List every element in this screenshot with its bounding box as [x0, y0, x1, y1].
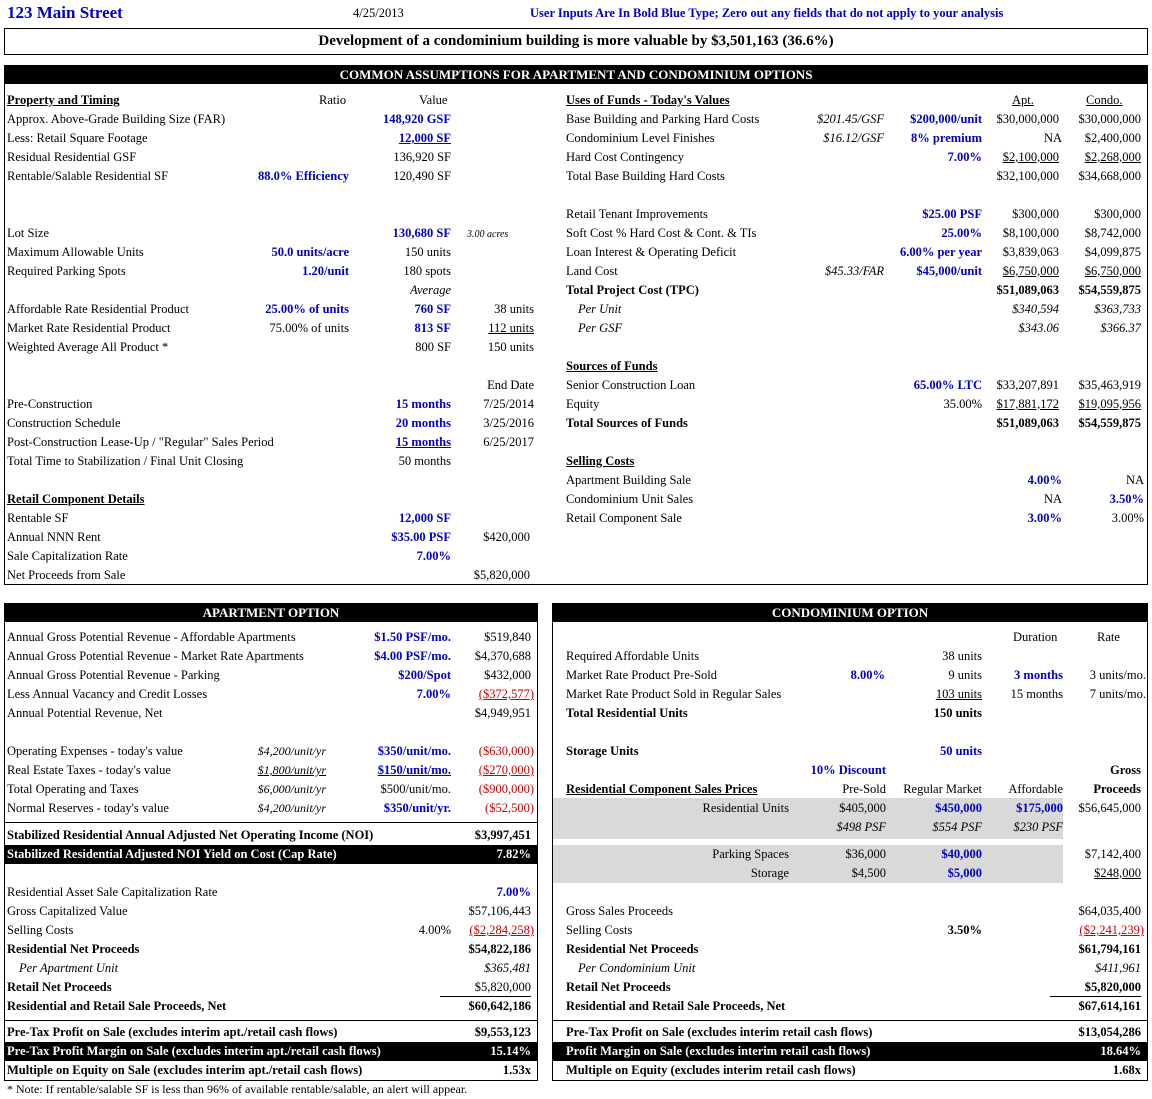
total-hard-cost-apt: $32,100,000: [996, 169, 1059, 183]
residential-presold-price: $405,000: [839, 801, 886, 815]
base-hard-cost-label: Base Building and Parking Hard Costs: [566, 112, 760, 126]
max-units-value: 150 units: [404, 245, 451, 259]
retail-cap-input[interactable]: 7.00%: [416, 549, 451, 563]
reserves-label: Normal Reserves - today's value: [7, 801, 169, 815]
senior-loan-label: Senior Construction Loan: [566, 378, 696, 392]
retail-ti-apt: $300,000: [1012, 207, 1059, 221]
per-apartment-unit-value: $365,481: [484, 961, 531, 975]
building-size-label: Approx. Above-Grade Building Size (FAR): [7, 112, 226, 126]
req-affordable-units: 38 units: [942, 649, 982, 663]
opex-label: Operating Expenses - today's value: [7, 744, 183, 758]
apt-profit-margin-value: 15.14%: [490, 1044, 531, 1058]
land-cost-far: $45.33/FAR: [824, 264, 884, 278]
weighted-avg-units: 150 units: [487, 340, 534, 354]
condo-pretax-profit-label: Pre-Tax Profit on Sale (excludes interim retail cash flows): [566, 1025, 873, 1039]
tpc-apt: $51,089,063: [996, 283, 1059, 297]
senior-loan-apt: $33,207,891: [996, 378, 1059, 392]
retail-net-label: Net Proceeds from Sale: [7, 568, 126, 582]
noi-label: Stabilized Residential Annual Adjusted Net Operating Income (NOI): [7, 828, 374, 842]
parking-regular-price-input[interactable]: $40,000: [941, 847, 982, 861]
gpr-affordable-value: $519,840: [484, 630, 531, 644]
market-product-label: Market Rate Residential Product: [7, 321, 171, 335]
total-opex-value: ($900,000): [478, 782, 534, 796]
condo-residential-net-value: $61,794,161: [1078, 942, 1141, 956]
contingency-input[interactable]: 7.00%: [947, 150, 982, 164]
apt-residential-net-label: Residential Net Proceeds: [7, 942, 140, 956]
retail-rent-label: Annual NNN Rent: [7, 530, 101, 544]
condo-total-proceeds-value: $67,614,161: [1078, 999, 1141, 1013]
gpr-parking-input[interactable]: $200/Spot: [398, 668, 451, 682]
apt-selling-value: ($2,284,258): [469, 923, 534, 937]
lease-up-label: Post-Construction Lease-Up / "Regular" Sales Period: [7, 435, 274, 449]
affordable-column-header: Affordable: [1008, 782, 1063, 796]
summary-banner-text: Development of a condominium building is more valuable by $3,501,163 (36.6%): [318, 33, 834, 49]
residential-affordable-price-input[interactable]: $175,000: [1016, 801, 1063, 815]
condo-column-header: Condo.: [1086, 93, 1123, 107]
residual-gsf-value: 136,920 SF: [393, 150, 451, 164]
property-timing-heading: Property and Timing: [7, 93, 120, 107]
presold-rate: 3 units/mo.: [1089, 668, 1146, 682]
vacancy-input[interactable]: 7.00%: [416, 687, 451, 701]
regular-sales-rate: 7 units/mo.: [1089, 687, 1146, 701]
lot-acres: 3.00 acres: [467, 229, 509, 240]
contingency-label: Hard Cost Contingency: [566, 150, 685, 164]
vacancy-label: Less Annual Vacancy and Credit Losses: [7, 687, 208, 701]
rate-column-header: Rate: [1097, 630, 1120, 644]
residual-gsf-label: Residual Residential GSF: [7, 150, 137, 164]
common-assumptions-title: COMMON ASSUMPTIONS FOR APARTMENT AND CONDOMINIUM OPTIONS: [4, 65, 1148, 84]
net-revenue-label: Annual Potential Revenue, Net: [7, 706, 163, 720]
uses-of-funds-heading: Uses of Funds - Today's Values: [566, 93, 730, 107]
pre-construction-label: Pre-Construction: [7, 397, 93, 411]
condo-finishes-condo: $2,400,000: [1084, 131, 1141, 145]
condo-sale-apt: NA: [1043, 492, 1062, 506]
gpr-parking-value: $432,000: [484, 668, 531, 682]
apt-profit-margin-label: Pre-Tax Profit Margin on Sale (excludes interim apt./retail cash flows): [7, 1044, 381, 1058]
loan-interest-input[interactable]: 6.00% per year: [899, 245, 982, 259]
contingency-apt: $2,100,000: [1002, 150, 1059, 164]
land-cost-condo: $6,750,000: [1084, 264, 1141, 278]
regular-column-header: Regular Market: [903, 782, 982, 796]
land-cost-label: Land Cost: [566, 264, 618, 278]
duration-column-header: Duration: [1013, 630, 1058, 644]
per-gsf-condo: $366.37: [1100, 321, 1141, 335]
taxes-input[interactable]: $150/unit/mo.: [377, 763, 451, 777]
loan-interest-condo: $4,099,875: [1084, 245, 1141, 259]
parking-spots-label: Required Parking Spots: [7, 264, 126, 278]
total-hard-cost-condo: $34,668,000: [1078, 169, 1141, 183]
soft-cost-input[interactable]: 25.00%: [941, 226, 982, 240]
condo-residential-net-label: Residential Net Proceeds: [566, 942, 699, 956]
apt-residential-net-value: $54,822,186: [468, 942, 531, 956]
retail-ti-label: Retail Tenant Improvements: [566, 207, 708, 221]
apt-total-proceeds-label: Residential and Retail Sale Proceeds, Net: [7, 999, 227, 1013]
retail-sale-label: Retail Component Sale: [566, 511, 682, 525]
presold-psf: $498 PSF: [836, 820, 886, 834]
condo-finishes-input[interactable]: 8% premium: [911, 131, 982, 145]
residential-regular-price-input[interactable]: $450,000: [935, 801, 982, 815]
pre-construction-input[interactable]: 15 months: [395, 397, 451, 411]
vacancy-value: ($372,577): [478, 687, 534, 701]
apt-retail-net-label: Retail Net Proceeds: [7, 980, 112, 994]
residential-proceeds: $56,645,000: [1078, 801, 1141, 815]
total-sources-condo: $54,559,875: [1078, 416, 1141, 430]
pre-construction-end: 7/25/2014: [483, 397, 534, 411]
affordable-product-label: Affordable Rate Residential Product: [7, 302, 190, 316]
property-address[interactable]: 123 Main Street: [7, 3, 123, 22]
lease-up-input[interactable]: 15 months: [395, 435, 451, 449]
total-opex-monthly: $500/unit/mo.: [380, 782, 451, 796]
total-sources-label: Total Sources of Funds: [566, 416, 688, 430]
retail-sf-label: Less: Retail Square Footage: [7, 131, 148, 145]
footnote: * Note: If rentable/salable SF is less than 96% of available rentable/salable, an alert will appear.: [7, 1082, 468, 1096]
presold-units: 9 units: [948, 668, 982, 682]
storage-regular-price-input[interactable]: $5,000: [947, 866, 982, 880]
total-time-value: 50 months: [398, 454, 451, 468]
per-apartment-unit-label: Per Apartment Unit: [19, 961, 119, 975]
tpc-condo: $54,559,875: [1078, 283, 1141, 297]
tpc-label: Total Project Cost (TPC): [566, 283, 699, 297]
loan-interest-label: Loan Interest & Operating Deficit: [566, 245, 737, 259]
land-cost-apt: $6,750,000: [1002, 264, 1059, 278]
equity-label: Equity: [566, 397, 600, 411]
condo-finishes-apt: NA: [1043, 131, 1062, 145]
condo-finishes-gsf: $16.12/GSF: [823, 131, 884, 145]
apt-selling-pct: 4.00%: [418, 923, 451, 937]
weighted-avg-label: Weighted Average All Product *: [7, 340, 169, 354]
soft-cost-label: Soft Cost % Hard Cost & Cont. & TIs: [566, 226, 757, 240]
lot-size-label: Lot Size: [7, 226, 50, 240]
total-residential-units: 150 units: [933, 706, 982, 720]
apt-selling-costs-label: Selling Costs: [7, 923, 74, 937]
presold-duration-input[interactable]: 3 months: [1014, 668, 1063, 682]
presold-label: Market Rate Product Pre-Sold: [566, 668, 718, 682]
retail-ti-condo: $300,000: [1094, 207, 1141, 221]
affordable-sf-input[interactable]: 760 SF: [414, 302, 451, 316]
regular-psf: $554 PSF: [932, 820, 982, 834]
storage-label: Storage: [750, 866, 789, 880]
residential-cap-input[interactable]: 7.00%: [496, 885, 531, 899]
land-cost-input[interactable]: $45,000/unit: [916, 264, 982, 278]
construction-input[interactable]: 20 months: [395, 416, 451, 430]
rentable-sf-value: 120,490 SF: [393, 169, 451, 183]
equity-apt: $17,881,172: [996, 397, 1059, 411]
condo-profit-margin-value: 18.64%: [1100, 1044, 1141, 1058]
opex-today: $4,200/unit/yr: [257, 744, 326, 758]
parking-spots-value: 180 spots: [403, 264, 451, 278]
retail-sale-condo: 3.00%: [1111, 511, 1144, 525]
total-opex-label: Total Operating and Taxes: [7, 782, 139, 796]
reserves-value: ($52,500): [485, 801, 534, 815]
senior-loan-ltc-input[interactable]: 65.00% LTC: [913, 378, 982, 392]
lease-up-end: 6/25/2017: [483, 435, 534, 449]
proceeds-column-header: Proceeds: [1093, 782, 1141, 796]
condo-sale-label: Condominium Unit Sales: [566, 492, 694, 506]
senior-loan-condo: $35,463,919: [1078, 378, 1141, 392]
value-column-header: Value: [419, 93, 448, 107]
gpr-market-value: $4,370,688: [474, 649, 531, 663]
apt-equity-multiple-value: 1.53x: [502, 1063, 531, 1077]
apt-sale-condo: NA: [1125, 473, 1144, 487]
condo-selling-pct: 3.50%: [947, 923, 982, 937]
condo-retail-net-value: $5,820,000: [1050, 978, 1141, 997]
apt-pretax-profit-label: Pre-Tax Profit on Sale (excludes interim apt./retail cash flows): [7, 1025, 338, 1039]
presold-pct-input[interactable]: 8.00%: [850, 668, 885, 682]
affordable-psf: $230 PSF: [1013, 820, 1063, 834]
parking-spaces-label: Parking Spaces: [712, 847, 789, 861]
gpr-parking-label: Annual Gross Potential Revenue - Parking: [7, 668, 220, 682]
condo-total-proceeds-label: Residential and Retail Sale Proceeds, Net: [566, 999, 786, 1013]
weighted-avg-sf: 800 SF: [415, 340, 451, 354]
per-condo-unit-label: Per Condominium Unit: [578, 961, 696, 975]
per-unit-label: Per Unit: [578, 302, 622, 316]
lot-size-input[interactable]: 130,680 SF: [392, 226, 451, 240]
selling-costs-heading: Selling Costs: [566, 454, 635, 468]
condo-equity-multiple-value: 1.68x: [1112, 1063, 1141, 1077]
input-legend-note: User Inputs Are In Bold Blue Type; Zero out any fields that do not apply to your analysis: [530, 6, 1004, 20]
total-residential-units-label: Total Residential Units: [566, 706, 688, 720]
apt-sale-label: Apartment Building Sale: [566, 473, 691, 487]
total-time-label: Total Time to Stabilization / Final Unit Closing: [7, 454, 244, 468]
gpr-affordable-label: Annual Gross Potential Revenue - Affordable Apartments: [7, 630, 296, 644]
affordable-pct-input[interactable]: 25.00% of units: [265, 302, 349, 316]
retail-net-total: $5,820,000: [473, 568, 530, 582]
rentable-sf-label: Rentable/Salable Residential SF: [7, 169, 169, 183]
soft-cost-apt: $8,100,000: [1002, 226, 1059, 240]
gpr-affordable-input[interactable]: $1.50 PSF/mo.: [374, 630, 451, 644]
reserves-input[interactable]: $350/unit/yr.: [383, 801, 451, 815]
noi-value: $3,997,451: [474, 828, 531, 842]
efficiency-input[interactable]: 88.0% Efficiency: [258, 169, 349, 183]
summary-banner: [4, 28, 1148, 55]
ratio-column-header: Ratio: [319, 93, 347, 107]
base-hard-cost-input[interactable]: $200,000/unit: [910, 112, 982, 126]
parking-presold-price: $36,000: [845, 847, 886, 861]
taxes-today: $1,800/unit/yr: [257, 763, 326, 777]
sales-prices-heading: Residential Component Sales Prices: [566, 782, 758, 796]
retail-details-heading: Retail Component Details: [7, 492, 145, 506]
per-gsf-label: Per GSF: [578, 321, 623, 335]
equity-condo: $19,095,956: [1078, 397, 1141, 411]
opex-input[interactable]: $350/unit/mo.: [377, 744, 451, 758]
per-unit-condo: $363,733: [1094, 302, 1141, 316]
condo-selling-costs-label: Selling Costs: [566, 923, 633, 937]
reserves-today: $4,200/unit/yr: [257, 801, 326, 815]
total-opex-today: $6,000/unit/yr: [257, 782, 326, 796]
taxes-value: ($270,000): [478, 763, 534, 777]
gpr-market-input[interactable]: $4.00 PSF/mo.: [374, 649, 451, 663]
retail-cap-label: Sale Capitalization Rate: [7, 549, 128, 563]
residential-units-label: Residential Units: [702, 801, 789, 815]
total-hard-cost-label: Total Base Building Hard Costs: [566, 169, 725, 183]
storage-proceeds: $248,000: [1094, 866, 1141, 880]
building-size-input[interactable]: 148,920 GSF: [382, 112, 451, 126]
condo-retail-net-label: Retail Net Proceeds: [566, 980, 671, 994]
taxes-label: Real Estate Taxes - today's value: [7, 763, 171, 777]
units-per-acre-input[interactable]: 50.0 units/acre: [271, 245, 349, 259]
per-condo-unit-value: $411,961: [1095, 961, 1141, 975]
sources-heading: Sources of Funds: [566, 359, 658, 373]
market-units: 112 units: [488, 321, 534, 335]
max-units-label: Maximum Allowable Units: [7, 245, 144, 259]
base-hard-cost-gsf: $201.45/GSF: [816, 112, 884, 126]
contingency-condo: $2,268,000: [1084, 150, 1141, 164]
condo-selling-value: ($2,241,239): [1079, 923, 1144, 937]
soft-cost-condo: $8,742,000: [1084, 226, 1141, 240]
regular-sales-label: Market Rate Product Sold in Regular Sales: [566, 687, 782, 701]
gross-cap-value: $57,106,443: [468, 904, 531, 918]
construction-end: 3/25/2016: [483, 416, 534, 430]
condo-option-title: CONDOMINIUM OPTION: [552, 603, 1148, 622]
total-sources-apt: $51,089,063: [996, 416, 1059, 430]
condo-finishes-label: Condominium Level Finishes: [566, 131, 715, 145]
gross-sales-label: Gross Sales Proceeds: [566, 904, 673, 918]
retail-sale-apt-input[interactable]: 3.00%: [1027, 511, 1062, 525]
per-gsf-apt: $343.06: [1018, 321, 1059, 335]
base-hard-cost-apt: $30,000,000: [996, 112, 1059, 126]
gross-cap-value-label: Gross Capitalized Value: [7, 904, 128, 918]
retail-rent-input[interactable]: $35.00 PSF: [391, 530, 451, 544]
condo-sale-condo-input[interactable]: 3.50%: [1109, 492, 1144, 506]
noi-yield-value: 7.82%: [496, 847, 531, 861]
presold-column-header: Pre-Sold: [842, 782, 886, 796]
noi-yield-label: Stabilized Residential Adjusted NOI Yield on Cost (Cap Rate): [7, 847, 337, 861]
construction-label: Construction Schedule: [7, 416, 121, 430]
base-hard-cost-condo: $30,000,000: [1078, 112, 1141, 126]
per-unit-apt: $340,594: [1012, 302, 1059, 316]
retail-rent-total: $420,000: [483, 530, 530, 544]
gross-column-header: Gross: [1109, 763, 1141, 777]
opex-value: ($630,000): [478, 744, 534, 758]
apt-sale-apt-input[interactable]: 4.00%: [1027, 473, 1062, 487]
equity-pct: 35.00%: [943, 397, 982, 411]
parking-proceeds: $7,142,400: [1084, 847, 1141, 861]
condo-pretax-profit-value: $13,054,286: [1078, 1025, 1141, 1039]
req-affordable-label: Required Affordable Units: [566, 649, 700, 663]
retail-sf-input[interactable]: 12,000 SF: [398, 131, 451, 145]
condo-profit-margin-label: Profit Margin on Sale (excludes interim retail cash flows): [566, 1044, 871, 1058]
apt-column-header: Apt.: [1012, 93, 1034, 107]
apt-pretax-profit-value: $9,553,123: [474, 1025, 531, 1039]
average-header: Average: [410, 283, 451, 297]
apt-retail-net-value: $5,820,000: [440, 978, 531, 997]
storage-units-label: Storage Units: [566, 744, 639, 758]
gpr-market-label: Annual Gross Potential Revenue - Market Rate Apartments: [7, 649, 304, 663]
market-sf-input[interactable]: 813 SF: [414, 321, 451, 335]
retail-rentable-label: Rentable SF: [7, 511, 69, 525]
storage-presold-price: $4,500: [851, 866, 886, 880]
market-pct-value: 75.00% of units: [269, 321, 349, 335]
loan-interest-apt: $3,839,063: [1002, 245, 1059, 259]
apt-equity-multiple-label: Multiple on Equity on Sale (excludes interim apt./retail cash flows): [7, 1063, 363, 1077]
gross-sales-value: $64,035,400: [1078, 904, 1141, 918]
retail-rentable-value: 12,000 SF: [398, 511, 451, 525]
condo-equity-multiple-label: Multiple on Equity (excludes interim retail cash flows): [566, 1063, 856, 1077]
analysis-date: 4/25/2013: [353, 6, 404, 20]
parking-ratio-input[interactable]: 1.20/unit: [302, 264, 349, 278]
apt-total-proceeds-value: $60,642,186: [468, 999, 531, 1013]
residential-cap-label: Residential Asset Sale Capitalization Rate: [7, 885, 218, 899]
presale-discount-input[interactable]: 10% Discount: [810, 763, 886, 777]
retail-ti-input[interactable]: $25.00 PSF: [922, 207, 982, 221]
regular-sales-duration: 15 months: [1010, 687, 1063, 701]
apartment-option-title: APARTMENT OPTION: [4, 603, 538, 622]
net-revenue-value: $4,949,951: [474, 706, 531, 720]
affordable-units: 38 units: [494, 302, 534, 316]
regular-sales-units: 103 units: [935, 687, 982, 701]
storage-units-input[interactable]: 50 units: [939, 744, 982, 758]
end-date-header: End Date: [487, 378, 534, 392]
